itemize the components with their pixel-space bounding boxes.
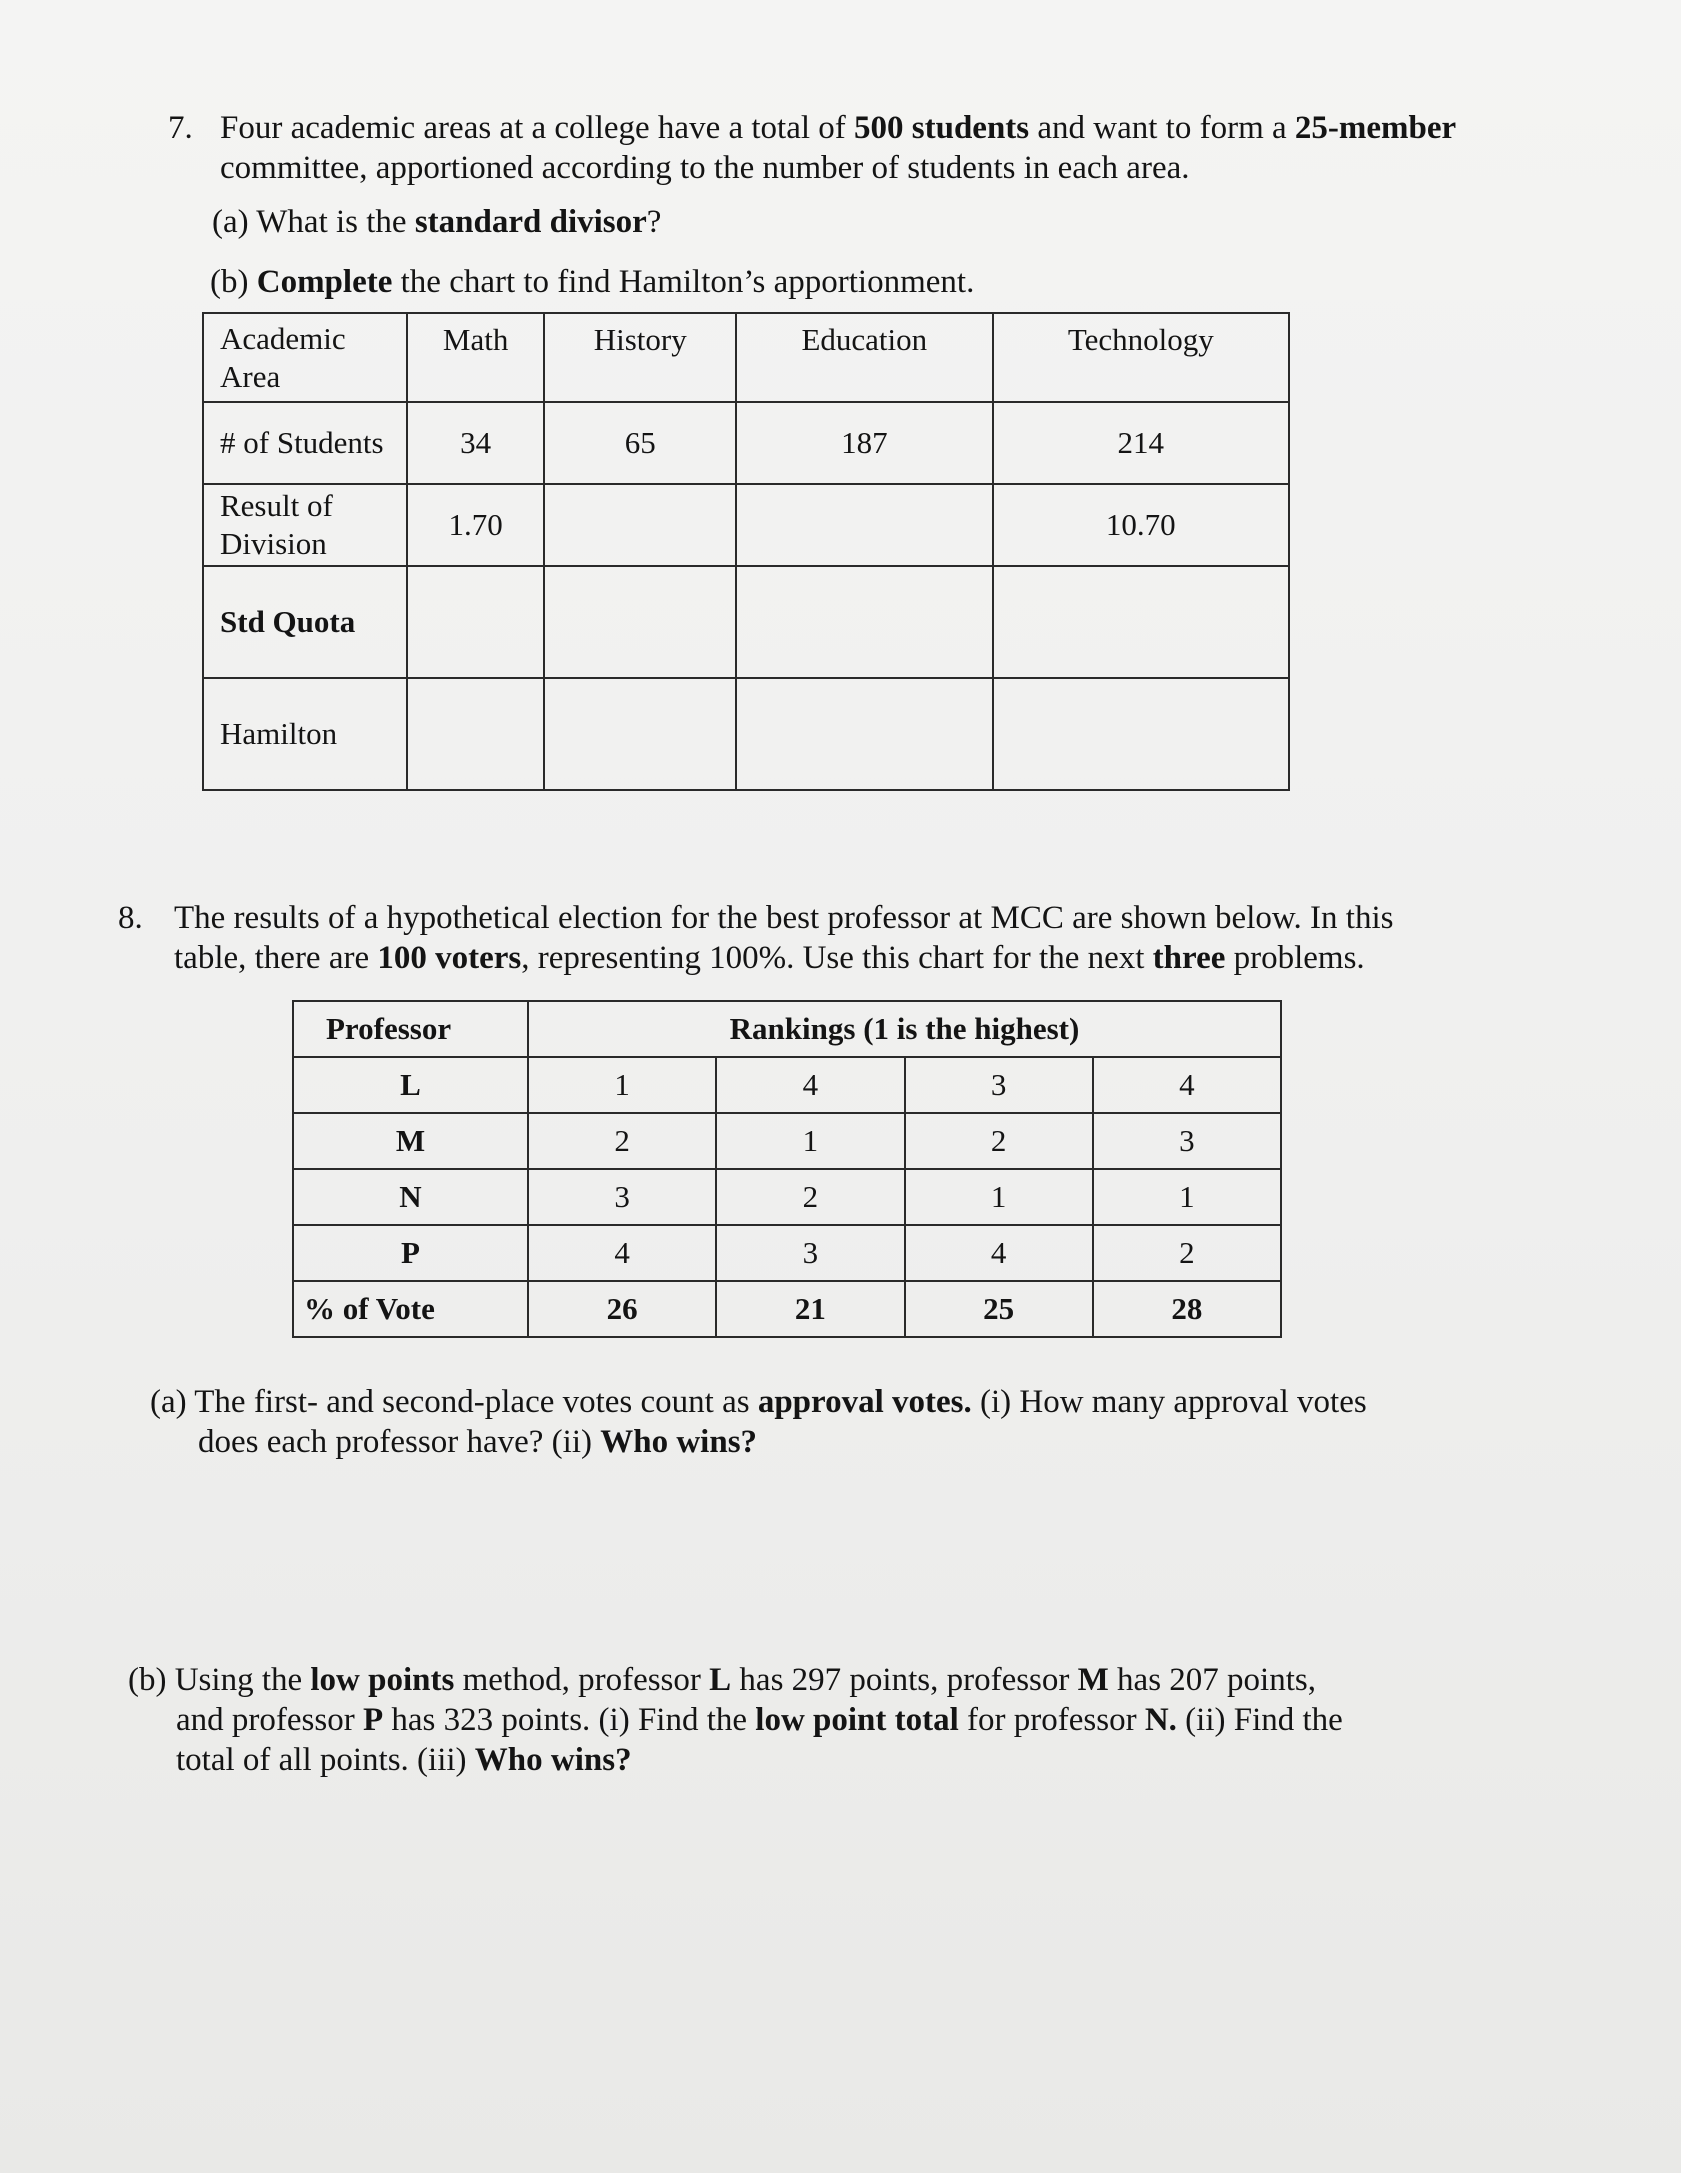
question-number: 8. bbox=[118, 900, 143, 936]
rank-cell: 4 bbox=[528, 1225, 716, 1281]
division-history[interactable] bbox=[544, 484, 736, 566]
professor-name: N bbox=[293, 1169, 528, 1225]
election-results-table bbox=[292, 1000, 1282, 1338]
professor-header: Professor bbox=[293, 1001, 528, 1057]
rank-cell: 4 bbox=[716, 1057, 904, 1113]
vote-percent: 28 bbox=[1093, 1281, 1281, 1337]
students-technology: 214 bbox=[993, 402, 1289, 484]
rank-cell: 1 bbox=[905, 1169, 1093, 1225]
row-label-academic-area: Academic Area bbox=[203, 313, 407, 402]
std-quota-cell[interactable] bbox=[993, 566, 1289, 678]
rank-cell: 2 bbox=[528, 1113, 716, 1169]
row-label-students: # of Students bbox=[203, 402, 407, 484]
question-7 bbox=[168, 108, 1456, 188]
table-row bbox=[293, 1169, 1281, 1225]
area-math: Math bbox=[407, 313, 544, 402]
question-text: Four academic areas at a college have a total of 500 students and want to form a 25-member bbox=[220, 110, 1457, 146]
hamilton-apportionment-table bbox=[202, 312, 1290, 791]
vote-percent: 26 bbox=[528, 1281, 716, 1337]
question-text: The results of a hypothetical election for the best professor at MCC are shown below. In this bbox=[174, 900, 1394, 936]
rank-cell: 2 bbox=[1093, 1225, 1281, 1281]
std-quota-cell[interactable] bbox=[407, 566, 544, 678]
professor-name: L bbox=[293, 1057, 528, 1113]
table-row bbox=[293, 1113, 1281, 1169]
rank-cell: 3 bbox=[716, 1225, 904, 1281]
rank-cell: 2 bbox=[905, 1113, 1093, 1169]
rank-cell: 4 bbox=[905, 1225, 1093, 1281]
students-education: 187 bbox=[736, 402, 992, 484]
vote-percent: 21 bbox=[716, 1281, 904, 1337]
area-history: History bbox=[544, 313, 736, 402]
vote-percent: 25 bbox=[905, 1281, 1093, 1337]
question-number: 7. bbox=[168, 110, 193, 146]
row-label-division: Result of Division bbox=[203, 484, 407, 566]
students-math: 34 bbox=[407, 402, 544, 484]
question-7a: (a) What is the standard divisor? bbox=[212, 204, 662, 240]
row-label-hamilton: Hamilton bbox=[203, 678, 407, 790]
rank-cell: 3 bbox=[905, 1057, 1093, 1113]
rank-cell: 2 bbox=[716, 1169, 904, 1225]
professor-name: P bbox=[293, 1225, 528, 1281]
rank-cell: 1 bbox=[528, 1057, 716, 1113]
question-text-2: committee, apportioned according to the number of students in each area. bbox=[220, 150, 1190, 186]
rank-cell: 3 bbox=[1093, 1113, 1281, 1169]
area-education: Education bbox=[736, 313, 992, 402]
std-quota-cell[interactable] bbox=[736, 566, 992, 678]
area-technology: Technology bbox=[993, 313, 1289, 402]
question-text-2: table, there are 100 voters, representing 100%. Use this chart for the next three problems. bbox=[174, 940, 1365, 976]
hamilton-cell[interactable] bbox=[407, 678, 544, 790]
hamilton-cell[interactable] bbox=[736, 678, 992, 790]
question-7b: (b) Complete the chart to find Hamilton’s apportionment. bbox=[210, 264, 975, 300]
question-8a: (a) The first- and second-place votes count as approval votes. (i) How many approval votes does each professor have? (ii) Who wins? bbox=[150, 1384, 1367, 1460]
hamilton-cell[interactable] bbox=[544, 678, 736, 790]
std-quota-cell[interactable] bbox=[544, 566, 736, 678]
professor-name: M bbox=[293, 1113, 528, 1169]
rank-cell: 1 bbox=[1093, 1169, 1281, 1225]
table-row bbox=[293, 1057, 1281, 1113]
division-technology: 10.70 bbox=[993, 484, 1289, 566]
rankings-header: Rankings (1 is the highest) bbox=[528, 1001, 1281, 1057]
table-row bbox=[293, 1225, 1281, 1281]
row-label-std-quota: Std Quota bbox=[203, 566, 407, 678]
rank-cell: 3 bbox=[528, 1169, 716, 1225]
rank-cell: 1 bbox=[716, 1113, 904, 1169]
question-8b: (b) Using the low points method, professor L has 297 points, professor M has 207 points, and professor P has 323 points. (i) Find the low point total for professor N. (ii) Find the total of all points. (iii) Who wins? bbox=[128, 1662, 1343, 1778]
hamilton-cell[interactable] bbox=[993, 678, 1289, 790]
division-math: 1.70 bbox=[407, 484, 544, 566]
question-8 bbox=[118, 898, 1393, 978]
division-education[interactable] bbox=[736, 484, 992, 566]
vote-label: % of Vote bbox=[293, 1281, 528, 1337]
rank-cell: 4 bbox=[1093, 1057, 1281, 1113]
students-history: 65 bbox=[544, 402, 736, 484]
